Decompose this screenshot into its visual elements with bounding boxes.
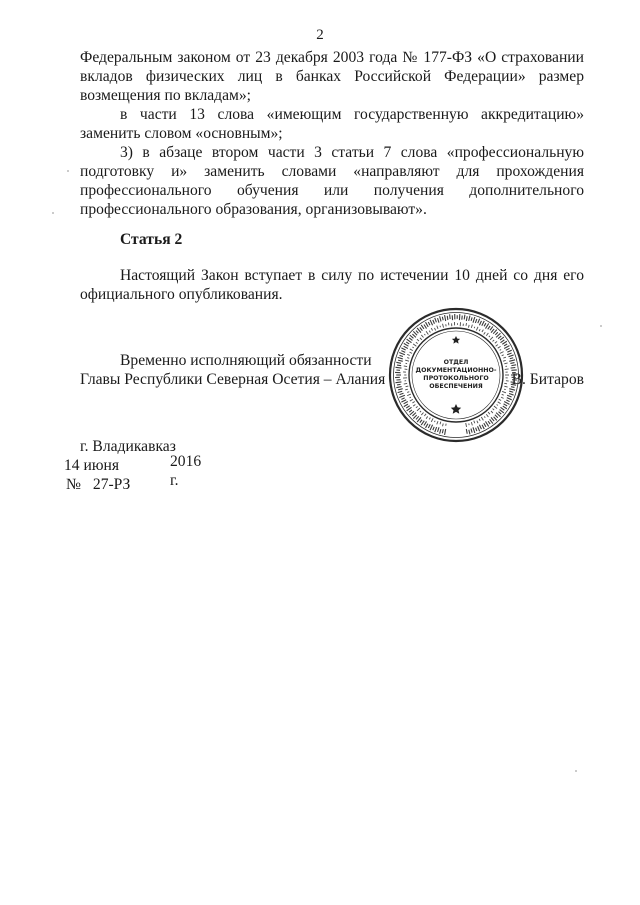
seal-ring-mark: [428, 424, 430, 428]
seal-ring-mark: [471, 429, 472, 433]
seal-ring-mark: [476, 428, 477, 431]
seal-ring-mark: [491, 329, 494, 333]
seal-ring-mark: [482, 330, 483, 332]
seal-ring-mark: [478, 319, 480, 323]
seal-ring-mark: [491, 411, 493, 413]
seal-ring-mark: [466, 323, 467, 326]
seal-ring-mark: [431, 418, 433, 422]
seal-ring-mark: [424, 334, 425, 335]
seal-ring-mark: [479, 321, 481, 325]
seal-ring-mark: [502, 394, 504, 395]
seal-ring-mark: [404, 343, 409, 346]
seal-ring-mark: [488, 326, 490, 329]
seal-ring-mark: [471, 317, 472, 320]
seal-ring-mark: [406, 386, 409, 387]
seal-ring-mark: [409, 410, 412, 412]
seal-ring-mark: [413, 415, 416, 418]
seal-ring-mark: [469, 430, 470, 435]
seal-ring-mark: [500, 407, 504, 410]
seal-ring-mark: [409, 338, 412, 341]
seal-ring-mark: [426, 322, 429, 327]
official-seal-icon: [387, 306, 525, 444]
seal-ring-mark: [438, 318, 439, 323]
seal-ring-mark: [474, 327, 475, 328]
seal-ring-mark: [464, 315, 465, 320]
seal-ring-mark: [484, 416, 485, 417]
seal-ring-mark: [502, 355, 504, 356]
seal-ring-mark: [398, 389, 403, 390]
seal-ring-mark: [397, 384, 401, 385]
paragraph-2: в части 13 слова «имеющим государственную аккредитацию» заменить словом «основным»;: [80, 106, 584, 142]
seal-ring-mark: [479, 425, 481, 429]
seal-ring-mark: [398, 357, 403, 359]
seal-ring-mark: [510, 363, 514, 364]
seal-ring-mark: [498, 336, 501, 339]
seal-ring-mark: [424, 325, 427, 329]
article-body: [80, 266, 584, 304]
seal-ring-mark: [511, 384, 516, 385]
seal-ring-mark: [506, 348, 510, 350]
seal-ring-mark: [490, 419, 493, 423]
seal-ring-mark: [407, 358, 409, 359]
seal-ring-mark: [445, 315, 446, 321]
seal-ring-mark: [493, 340, 495, 341]
seal-ring-mark: [433, 320, 435, 324]
seal-ring-mark: [412, 347, 413, 348]
seal-ring-mark: [481, 417, 483, 420]
seal-ring-mark: [395, 367, 401, 368]
seal-ring-mark: [431, 328, 432, 330]
seal-ring-mark: [466, 423, 467, 427]
seal-ring-mark: [509, 393, 514, 395]
seal-ring-mark: [416, 406, 418, 407]
date-day: 14 июня: [64, 457, 120, 474]
seal-text-line-2: ДОКУМЕНТАЦИОННО-: [415, 367, 497, 374]
seal-ring-mark: [511, 387, 515, 388]
seal-ring-mark: [507, 395, 511, 397]
seal-ring-mark: [404, 404, 408, 406]
seal-ring-mark: [435, 318, 437, 322]
seal-ring-mark: [420, 338, 422, 340]
seal-ring-mark: [404, 401, 408, 403]
seal-ring-mark: [503, 357, 506, 358]
seal-ring-mark: [420, 411, 421, 412]
seal-ring-mark: [426, 424, 428, 428]
seal-ring-mark: [421, 335, 423, 338]
seal-ring-mark: [410, 411, 414, 415]
seal-ring-mark: [476, 327, 478, 331]
number-sign: №: [66, 476, 81, 493]
seal-ring-mark: [424, 421, 427, 425]
signatory-name: В. Битаров: [511, 371, 584, 388]
seal-ring-mark: [410, 335, 414, 338]
seal-ring-mark: [500, 410, 504, 413]
seal-ring-mark: [478, 426, 480, 431]
page-number: 2: [316, 27, 324, 43]
seal-ring-mark: [396, 362, 401, 363]
seal-ring-mark: [434, 328, 435, 331]
seal-ring-mark: [443, 324, 444, 328]
seal-ring-mark: [466, 316, 467, 321]
document-footer: [64, 437, 202, 494]
document-number-row: [66, 475, 176, 494]
seal-ring-mark: [410, 399, 413, 401]
seal-ring-mark: [506, 400, 509, 402]
seal-ring-mark: [502, 341, 506, 344]
seal-ring-mark: [500, 337, 504, 340]
seal-ring-mark: [421, 325, 424, 329]
seal-ring-mark: [507, 353, 511, 355]
seal-ring-mark: [437, 421, 438, 424]
seal-ring-mark: [413, 344, 416, 346]
seal-ring-mark: [401, 351, 405, 353]
seal-ring-mark: [488, 412, 490, 414]
seal-ring-mark: [510, 358, 513, 359]
seal-ring-mark: [401, 348, 405, 350]
seal-ring-mark: [433, 427, 434, 430]
seal-ring-mark: [426, 331, 428, 334]
seal-ring-mark: [496, 345, 498, 347]
paragraph-1: Федеральным законом от 23 декабря 2003 года № 177-ФЗ «О страховании вкладов физических лиц в банках Российской Федерации» размер возмещения по вкладам»;: [80, 49, 584, 104]
seal-ring-mark: [497, 405, 498, 406]
seal-ring-mark: [473, 317, 475, 323]
seal-ring-mark: [479, 419, 480, 421]
seal-ring-mark: [498, 402, 501, 404]
seal-ring-mark: [424, 414, 426, 416]
seal-ring-mark: [400, 393, 404, 394]
seal-ring-mark: [416, 416, 419, 419]
seal-ring-mark: [416, 342, 418, 343]
seal-ring-mark: [417, 408, 420, 411]
seal-ring-mark: [509, 360, 515, 361]
seal-ring-mark: [495, 341, 497, 343]
seal-ring-mark: [435, 427, 437, 432]
seal-ring-mark: [404, 383, 407, 384]
seal-ring-mark: [413, 331, 417, 335]
seal-ring-mark: [404, 346, 408, 348]
seal-ring-mark: [493, 330, 497, 334]
document-number: 27-РЗ: [92, 476, 131, 493]
paragraph-3: 3) в абзаце втором части 3 статьи 7 слова «профессиональную подготовку и» заменить словами «направляют для прохождения профессионального обучения или получения дополнительного профессионального образования, организовывают».: [80, 144, 584, 218]
seal-ring-mark: [405, 360, 409, 361]
seal-ring-mark: [421, 421, 424, 425]
seal-ring-mark: [429, 331, 430, 333]
seal-ring-mark: [440, 429, 441, 434]
seal-ring-mark: [504, 401, 509, 404]
seal-ring-mark: [430, 320, 433, 325]
seal-ring-mark: [500, 340, 504, 343]
seal-ring-mark: [401, 400, 406, 402]
seal-ring-mark: [428, 322, 430, 325]
seal-ring-mark: [398, 360, 403, 361]
seal-ring-mark: [490, 326, 493, 330]
seal-ring-mark: [504, 344, 507, 346]
seal-ring-mark: [430, 425, 433, 430]
seal-ring-mark: [410, 349, 413, 351]
seal-ring-mark: [445, 429, 446, 435]
seal-ring-mark: [413, 405, 415, 407]
seal-ring-mark: [489, 336, 490, 337]
seal-ring-mark: [473, 427, 475, 433]
seal-ring-mark: [469, 316, 470, 321]
seal-ring-mark: [502, 391, 506, 392]
scan-speck: [575, 770, 577, 772]
seal-ring-mark: [504, 363, 507, 364]
seal-ring-mark: [410, 352, 413, 353]
seal-ring-mark: [406, 406, 409, 408]
seal-ring-mark: [397, 365, 401, 366]
seal-ring-mark: [511, 365, 516, 366]
seal-ring-mark: [484, 423, 486, 427]
seal-ring-mark: [494, 406, 497, 409]
seal-text-line-4: ОБЕСПЕЧЕНИЯ: [429, 383, 483, 390]
seal-ring-mark: [488, 421, 490, 424]
seal-ring-mark: [466, 429, 467, 434]
seal-ring-mark: [486, 333, 488, 336]
seal-ring-mark: [484, 332, 486, 334]
seal-ring-mark: [420, 420, 422, 423]
seal-ring-mark: [412, 413, 415, 416]
seal-ring-mark: [504, 346, 509, 349]
seal-ring-mark: [416, 331, 418, 334]
seal-ring-mark: [500, 352, 504, 354]
seal-ring-mark: [486, 414, 488, 417]
seal-ring-mark: [450, 314, 451, 319]
article-title: Статья 2: [120, 231, 183, 248]
seal-ring-mark: [395, 382, 401, 383]
article-text: Настоящий Закон вступает в силу по истечении 10 дней со дня его официального опубликования.: [80, 267, 584, 303]
date-year: 2016 г.: [170, 453, 202, 489]
seal-ring-mark: [474, 421, 475, 424]
seal-ring-mark: [398, 391, 403, 392]
seal-ring-mark: [498, 346, 501, 348]
seal-ring-mark: [420, 327, 423, 330]
seal-ring-mark: [494, 417, 497, 421]
seal-ring-mark: [490, 337, 493, 340]
seal-ring-mark: [407, 354, 410, 355]
seal-ring-mark: [499, 412, 502, 414]
seal-ring-mark: [407, 394, 411, 396]
seal-text-line-1: ОТДЕЛ: [443, 359, 469, 366]
seal-ring-mark: [482, 425, 484, 429]
seal-ring-mark: [421, 412, 423, 415]
scan-speck: [600, 325, 602, 327]
seal-ring-mark: [475, 319, 476, 323]
body-text: [80, 48, 584, 219]
seal-ring-mark: [509, 391, 513, 392]
seal-ring-mark: [412, 401, 414, 403]
seal-ring-mark: [504, 386, 507, 387]
seal-ring-mark: [434, 421, 435, 422]
seal-ring-mark: [443, 424, 444, 427]
seal-ring-mark: [440, 422, 441, 425]
seal-text-line-3: ПРОТОКОЛЬНОГО: [423, 375, 489, 382]
seal-ring-mark: [484, 323, 486, 326]
seal-ring-mark: [437, 326, 438, 329]
seal-ring-mark: [479, 329, 480, 331]
signatory-title-line2: Главы Республики Северная Осетия – Алания: [80, 371, 386, 388]
seal-ring-mark: [511, 368, 516, 369]
signatory-title-line1: Временно исполняющий обязанности: [120, 352, 372, 369]
seal-ring-mark: [509, 355, 514, 357]
seal-ring-mark: [407, 392, 409, 393]
scan-speck: [52, 212, 54, 214]
seal-ring-mark: [426, 416, 428, 418]
city: г. Владикавказ: [80, 438, 176, 455]
seal-ring-mark: [509, 389, 515, 390]
seal-ring-mark: [504, 404, 508, 406]
seal-ring-mark: [495, 415, 498, 418]
seal-ring-mark: [495, 332, 498, 335]
seal-ring-mark: [440, 316, 441, 321]
seal-ring-mark: [442, 317, 443, 321]
seal-ring-mark: [417, 339, 419, 341]
seal-ring-mark: [511, 382, 516, 383]
seal-ring-mark: [401, 398, 404, 399]
seal-ring-mark: [412, 334, 415, 337]
seal-ring-mark: [507, 350, 511, 352]
seal-ring-mark: [477, 421, 478, 424]
seal-ring-mark: [404, 366, 407, 367]
seal-ring-mark: [400, 355, 403, 356]
seal-ring-mark: [501, 397, 504, 398]
seal-ring-mark: [399, 353, 405, 355]
scan-speck: [67, 170, 69, 172]
seal-ring-mark: [471, 325, 472, 328]
seal-ring-mark: [399, 395, 405, 397]
seal-ring-mark: [406, 342, 409, 344]
seal-ring-mark: [405, 389, 408, 390]
seal-ring-mark: [503, 360, 506, 361]
seal-ring-mark: [447, 316, 448, 320]
seal-ring-mark: [499, 399, 501, 400]
seal-ring-mark: [429, 417, 430, 419]
seal-ring-mark: [500, 350, 501, 351]
seal-ring-mark: [493, 409, 495, 410]
seal-ring-mark: [503, 406, 507, 409]
seal-ring-mark: [471, 422, 472, 425]
seal-ring-mark: [482, 321, 485, 326]
seal-ring-mark: [507, 398, 512, 400]
seal-ring-mark: [442, 429, 443, 433]
seal-ring-mark: [468, 325, 469, 328]
seal-ring-mark: [410, 397, 411, 398]
seal-ring-mark: [438, 427, 439, 432]
seal-ring-mark: [491, 417, 494, 421]
seal-ring-mark: [396, 387, 401, 388]
